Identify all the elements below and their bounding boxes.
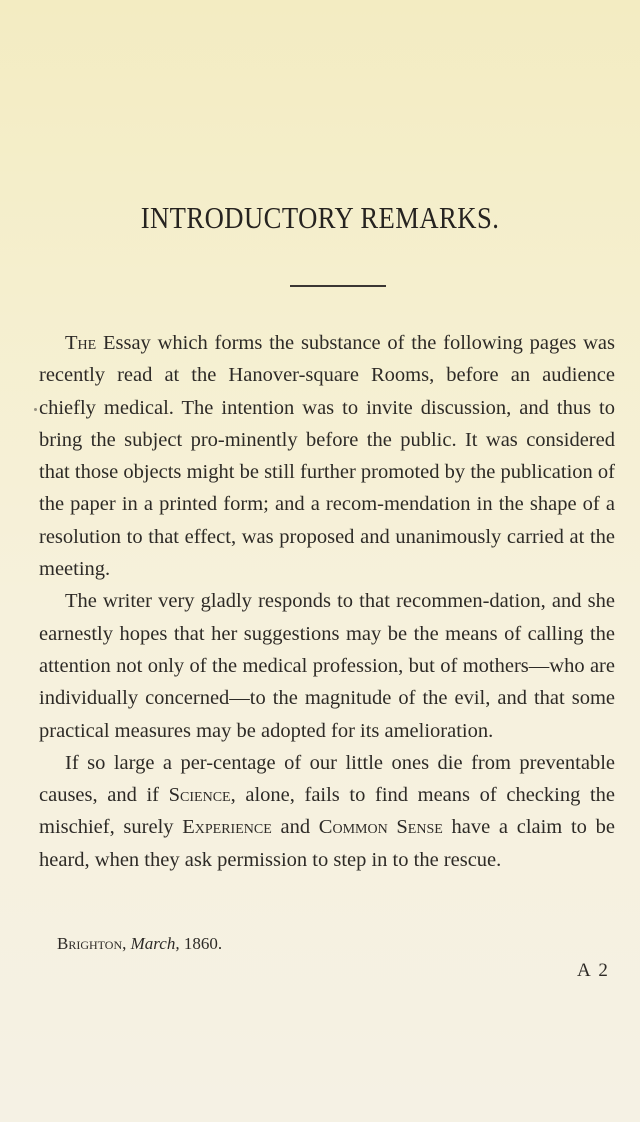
signature-mark: A 2 [577,960,610,981]
paragraph-3-part-2: , alone, fails to find means of checking the mischief, surely [39,784,616,839]
paragraph-1 [39,327,615,585]
title-rule [290,285,386,287]
opening-word: The [65,332,97,354]
common-sense-term: Common Sense [318,816,443,839]
paragraph-1-text: Essay which forms the substance of the following pages was recently read at the Hanover-square Rooms, before an audience chiefly medical. The intention was to invite discussion, and thus to bring the subject pro-minently before the public. It was considered that those objects might be still further promoted by the publication of the paper in a printed form; and a recom-mendation in the shape of a resolution to that effect, was proposed and unanimously carried at the meeting. [39,332,615,581]
page-title: INTRODUCTORY REMARKS. [140,200,500,235]
paragraph-3-part-3: and [271,816,319,839]
paragraph-2: The writer very gladly responds to that recommen-dation, and she earnestly hopes that her suggestions may be the means of calling the attention not only of the medical profession, but of mothers—who are individually concerned—to the magnitude of the evil, and that some practical measures may be adopted for its amelioration. [39,590,615,742]
science-term: Science [168,784,231,807]
page-speck [34,408,37,411]
paragraph-3-part-4: have a claim to be heard, when they ask permission to step in to the rescue. [39,816,615,871]
signoff-year: 1860. [183,934,223,953]
paragraph-3 [39,747,615,876]
signoff-line [57,934,222,954]
experience-term: Experience [182,816,272,839]
signoff-month: March, [130,934,180,953]
paragraph-3-part-1: If so large a per-centage of our little ones die from preventable causes, and if [39,751,615,807]
signoff-place: Brighton, [57,934,127,953]
body-text [39,327,615,876]
